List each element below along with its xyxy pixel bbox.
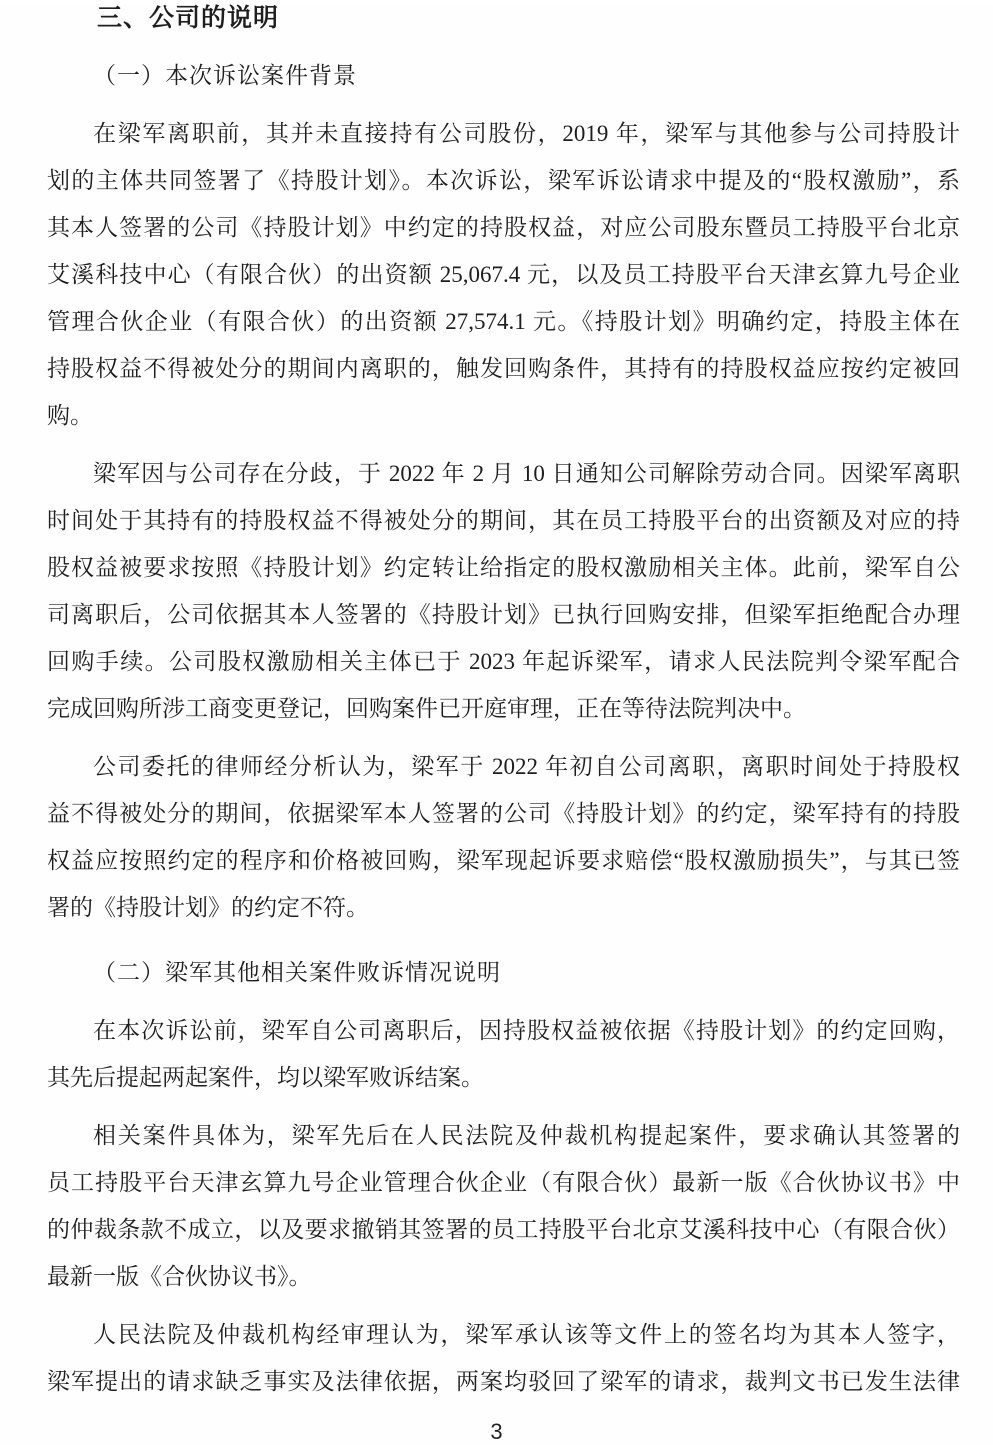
text-line: 梁军因与公司存在分歧，于 2022 年 2 月 10 日通知公司解除劳动合同。因梁军离职 — [93, 461, 960, 486]
paragraph — [47, 743, 960, 931]
document-body — [47, 4, 960, 1405]
text-line: 在本次诉讼前，梁军自公司离职后，因持股权益被依据《持股计划》的约定回购， — [93, 1018, 960, 1043]
text-line: 回购手续。公司股权激励相关主体已于 2023 年起诉梁军，请求人民法院判令梁军配合 — [47, 649, 960, 674]
text-line: 司离职后，公司依据其本人签署的《持股计划》已执行回购安排，但梁军拒绝配合办理 — [47, 602, 960, 627]
text-line: 相关案件具体为，梁军先后在人民法院及仲裁机构提起案件，要求确认其签署的 — [93, 1123, 960, 1148]
text-line: 最新一版《合伙协议书》。 — [47, 1264, 312, 1289]
text-line: 时间处于其持有的持股权益不得被处分的期间，其在员工持股平台的出资额及对应的持 — [47, 508, 960, 533]
text-line: 员工持股平台天津玄算九号企业管理合伙企业（有限合伙）最新一版《合伙协议书》中 — [47, 1170, 960, 1195]
text-line: 署的《持股计划》的约定不符。 — [47, 895, 369, 920]
text-line: 权益应按照约定的程序和价格被回购，梁军现起诉要求赔偿“股权激励损失”，与其已签 — [47, 848, 960, 873]
text-line: 其先后提起两起案件，均以梁军败诉结案。 — [47, 1065, 484, 1090]
text-line: 股权益被要求按照《持股计划》约定转让给指定的股权激励相关主体。此前，梁军自公 — [47, 555, 960, 580]
text-line: 购。 — [47, 403, 93, 428]
text-line: 益不得被处分的期间，依据梁军本人签署的公司《持股计划》的约定，梁军持有的持股 — [47, 801, 960, 826]
section-subheading: （二）梁军其他相关案件败诉情况说明 — [93, 960, 501, 985]
text-line: 艾溪科技中心（有限合伙）的出资额 25,067.4 元，以及员工持股平台天津玄算九号企业 — [47, 262, 960, 287]
document-page — [0, 4, 993, 1445]
text-line: 其本人签署的公司《持股计划》中约定的持股权益，对应公司股东暨员工持股平台北京 — [47, 215, 960, 240]
paragraph — [47, 1311, 960, 1405]
text-line: 完成回购所涉工商变更登记，回购案件已开庭审理，正在等待法院判决中。 — [47, 696, 806, 721]
text-line: 划的主体共同签署了《持股计划》。本次诉讼，梁军诉讼请求中提及的“股权激励”，系 — [47, 168, 960, 193]
text-line: 人民法院及仲裁机构经审理认为，梁军承认该等文件上的签名均为其本人签字， — [93, 1322, 960, 1347]
paragraph — [47, 1112, 960, 1300]
paragraph — [47, 1007, 960, 1101]
text-line: 持股权益不得被处分的期间内离职的，触发回购条件，其持有的持股权益应按约定被回 — [47, 356, 960, 381]
text-line: 在梁军离职前，其并未直接持有公司股份，2019 年，梁军与其他参与公司持股计 — [93, 121, 960, 146]
text-line: 梁军提出的请求缺乏事实及法律依据，两案均驳回了梁军的请求，裁判文书已发生法律 — [47, 1369, 960, 1394]
text-line: 公司委托的律师经分析认为，梁军于 2022 年初自公司离职，离职时间处于持股权 — [93, 754, 960, 779]
page-number: 3 — [490, 1419, 503, 1444]
section-subheading: （一）本次诉讼案件背景 — [93, 63, 357, 88]
text-line: 的仲裁条款不成立，以及要求撤销其签署的员工持股平台北京艾溪科技中心（有限合伙） — [47, 1217, 960, 1242]
text-line: 管理合伙企业（有限合伙）的出资额 27,574.1 元。《持股计划》明确约定，持股主体在 — [47, 309, 960, 334]
section-title: 三、公司的说明 — [97, 5, 280, 32]
paragraph — [47, 450, 960, 732]
paragraph — [47, 110, 960, 439]
